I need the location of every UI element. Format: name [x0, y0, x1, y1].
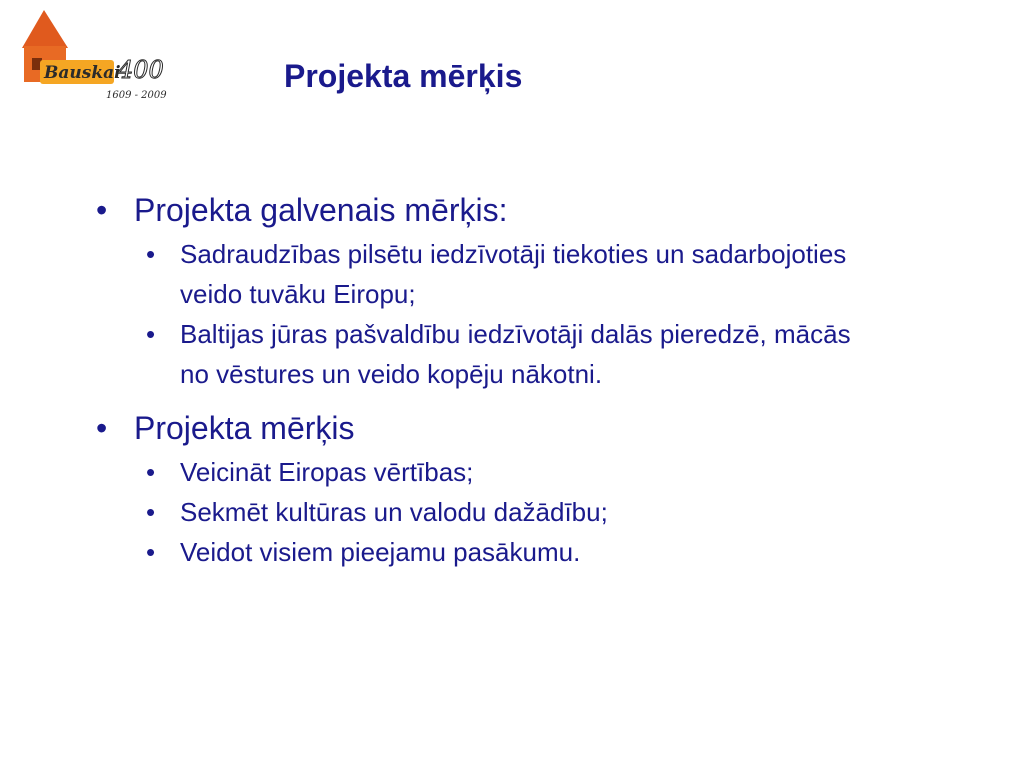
list-item-text: Veidot visiem pieejamu pasākumu.	[180, 537, 581, 567]
bullet-icon: •	[96, 192, 108, 228]
bauskai-400-logo	[18, 6, 168, 106]
logo-roof	[22, 10, 68, 48]
list-item	[96, 492, 926, 532]
list-item-text: Sadraudzības pilsētu iedzīvotāji tiekoties un sadarbojoties veido tuvāku Eiropu;	[180, 239, 847, 309]
list-item-text: Veicināt Eiropas vērtības;	[180, 457, 474, 487]
section-heading	[96, 408, 926, 448]
bullet-icon: •	[146, 239, 156, 269]
list-item	[96, 314, 926, 394]
slide-content	[96, 190, 926, 586]
logo-number-text: 400	[118, 56, 164, 84]
list-item-text: Baltijas jūras pašvaldību iedzīvotāji dalās pieredzē, mācās no vēstures un veido kopēju nākotni.	[180, 319, 851, 389]
bullet-icon: •	[146, 537, 156, 567]
list-item	[96, 452, 926, 492]
bullet-icon: •	[146, 497, 156, 527]
section-heading-text: Projekta galvenais mērķis:	[134, 192, 508, 228]
logo-name-text: Bauskai	[44, 63, 121, 83]
logo-years-text: 1609 - 2009	[106, 90, 167, 101]
list-item	[96, 234, 926, 314]
section-items	[96, 234, 926, 394]
section-heading-text: Projekta mērķis	[134, 410, 355, 446]
list-item-text: Sekmēt kultūras un valodu dažādību;	[180, 497, 608, 527]
bullet-icon: •	[146, 319, 156, 349]
bullet-icon: •	[146, 457, 156, 487]
bullet-icon: •	[96, 410, 108, 446]
list-item	[96, 532, 926, 572]
section-items	[96, 452, 926, 572]
section-heading	[96, 190, 926, 230]
logo-graphic	[18, 6, 168, 106]
slide-title: Projekta mērķis	[284, 58, 523, 94]
